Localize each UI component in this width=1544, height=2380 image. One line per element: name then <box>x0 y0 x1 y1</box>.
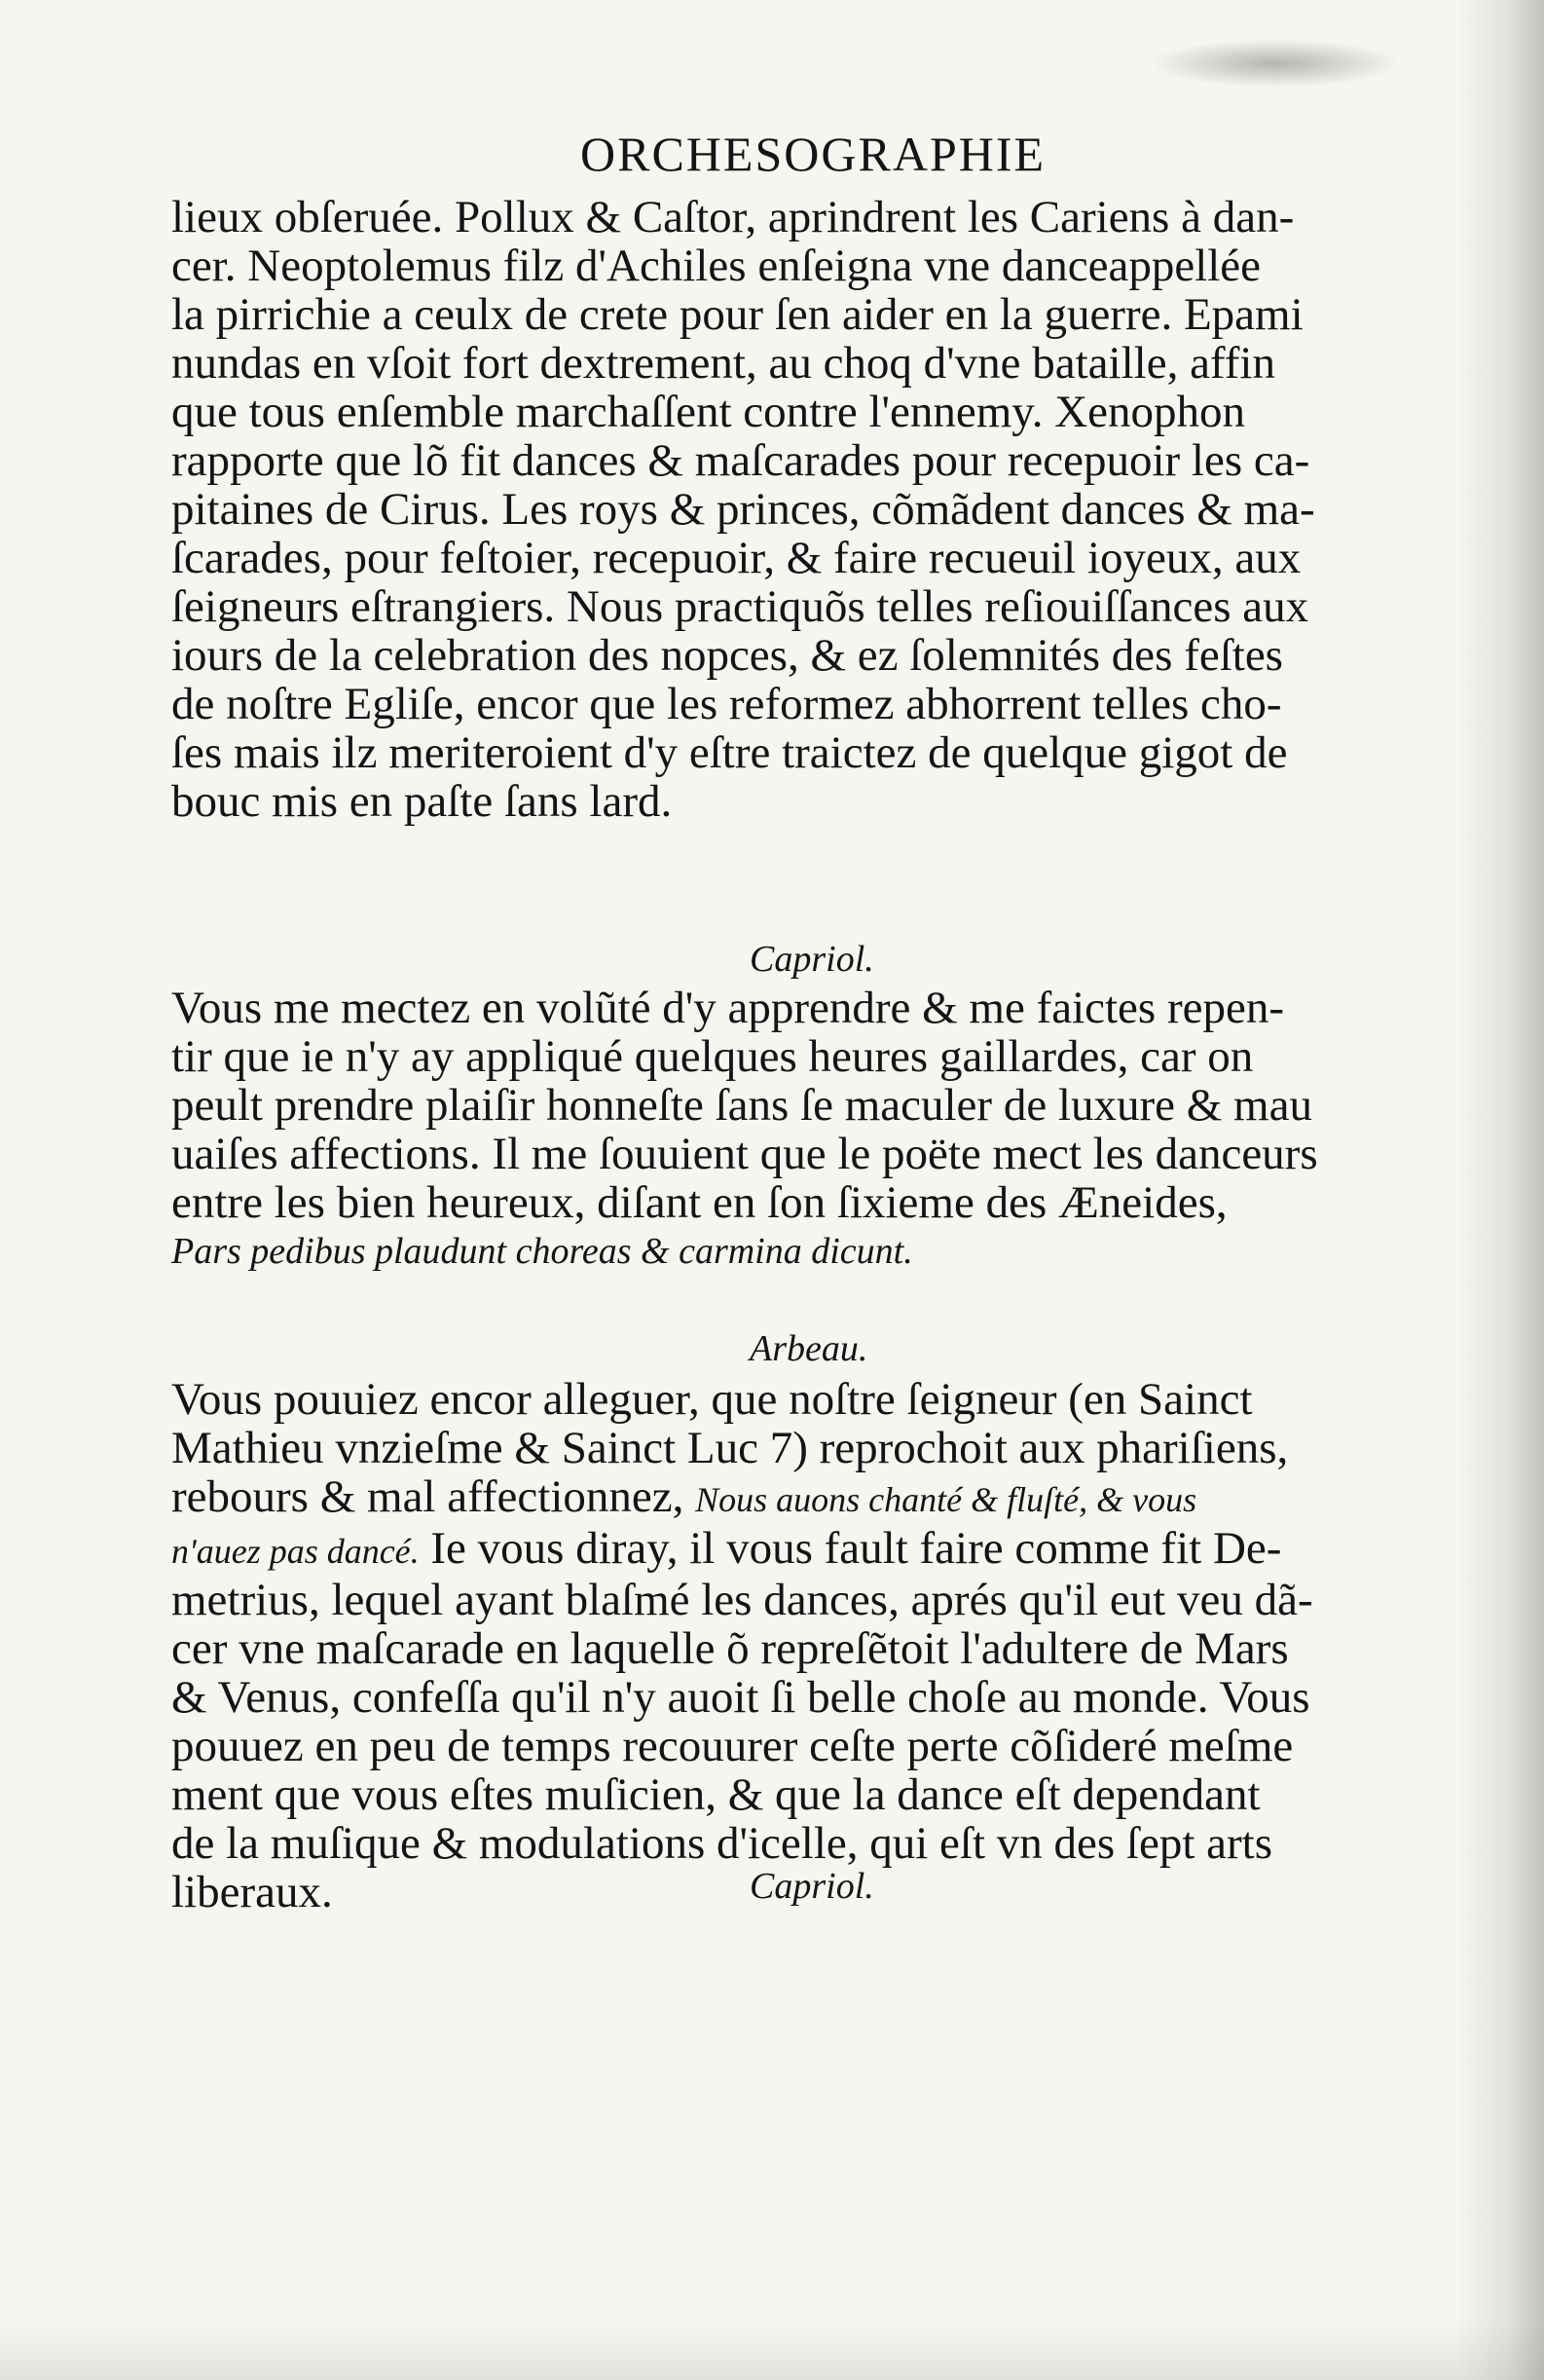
text-line: de noſtre Egliſe, encor que les reformez abhorrent telles cho- <box>171 679 1282 729</box>
text-line: que tous enſemble marchaſſent contre l'ennemy. Xenophon <box>171 387 1246 437</box>
text-line: peult prendre plaiſir honneſte ſans ſe maculer de luxure & mau <box>171 1080 1312 1131</box>
speaker-heading <box>750 1862 1139 1911</box>
paragraph-2 <box>171 984 1495 1276</box>
scripture-quotation: n'auez pas dancé. <box>171 1532 420 1571</box>
text-line: nundas en vſoit fort dextrement, au choq d'vne bataille, affin <box>171 338 1275 389</box>
text-line: ſes mais ilz meriteroient d'y eſtre traictez de quelque gigot de <box>171 727 1288 778</box>
running-head: ORCHESOGRAPHIE <box>580 127 1047 181</box>
text-line: Vous pouuiez encor alleguer, que noſtre ſeigneur (en Sainct <box>171 1374 1253 1425</box>
text-line: pouuez en peu de temps recouurer ceſte perte cõſideré meſme <box>171 1721 1294 1771</box>
text-line: uaiſes affections. Il me ſouuient que le poëte mect les danceurs <box>171 1129 1318 1179</box>
page-bottom-shadow <box>0 2322 1544 2380</box>
text-line: Mathieu vnzieſme & Sainct Luc 7) reprochoit aux phariſiens, <box>171 1423 1289 1473</box>
text-line <box>171 1472 1495 1524</box>
text-line: cer. Neoptolemus filz d'Achiles enſeigna vne danceappellée <box>171 241 1262 291</box>
speaker-name: Capriol. <box>750 1866 874 1907</box>
text-line: lieux obſeruée. Pollux & Caſtor, aprindrent les Cariens à dan- <box>171 192 1295 242</box>
text-line: bouc mis en paſte ſans lard. <box>171 776 673 827</box>
scripture-quotation: Nous auons chanté & fluſté, & vous <box>695 1480 1197 1519</box>
speaker-heading <box>750 935 1139 984</box>
speaker-name: Arbeau. <box>750 1328 868 1369</box>
latin-quotation: Pars pedibus plaudunt choreas & carmina dicunt. <box>171 1231 913 1272</box>
ink-smudge <box>1149 39 1402 88</box>
paragraph-1 <box>171 193 1495 826</box>
text-line: cer vne maſcarade en laquelle õ repreſẽtoit l'adultere de Mars <box>171 1623 1289 1674</box>
speaker-heading <box>750 1324 1139 1373</box>
text-line: la pirrichie a ceulx de crete pour ſen aider en la guerre. Epami <box>171 289 1304 340</box>
text-line: pitaines de Cirus. Les roys & princes, cõmãdent dances & ma- <box>171 484 1315 535</box>
text-line: metrius, lequel ayant blaſmé les dances, aprés qu'il eut veu dã- <box>171 1575 1313 1625</box>
text-line: ſcarades, pour feſtoier, recepuoir, & faire recueuil ioyeux, aux <box>171 533 1302 583</box>
text-line <box>171 1524 1495 1576</box>
text-line: ſeigneurs eſtrangiers. Nous practiquõs telles reſiouiſſances aux <box>171 581 1309 632</box>
text-segment: rebours & mal affectionnez, <box>171 1471 696 1522</box>
text-segment: Ie vous diray, il vous fault faire comme fit De- <box>419 1523 1282 1574</box>
text-line: iours de la celebration des nopces, & ez ſolemnités des feſtes <box>171 630 1283 681</box>
paragraph-3 <box>171 1375 1495 1916</box>
text-line: liberaux. <box>171 1867 333 1917</box>
text-line: Vous me mectez en volũté d'y apprendre & me faictes repen- <box>171 983 1284 1033</box>
speaker-name: Capriol. <box>750 939 874 980</box>
text-line: de la muſique & modulations d'icelle, qui eſt vn des ſept arts <box>171 1818 1273 1869</box>
text-line: & Venus, confeſſa qu'il n'y auoit ſi belle choſe au monde. Vous <box>171 1672 1310 1723</box>
text-line: entre les bien heureux, diſant en ſon ſixieme des Æneides, <box>171 1177 1228 1228</box>
text-line: ment que vous eſtes muſicien, & que la dance eſt dependant <box>171 1769 1261 1820</box>
text-line: tir que ie n'y ay appliqué quelques heures gaillardes, car on <box>171 1031 1254 1082</box>
text-line: rapporte que lõ fit dances & maſcarades pour recepuoir les ca- <box>171 435 1310 486</box>
